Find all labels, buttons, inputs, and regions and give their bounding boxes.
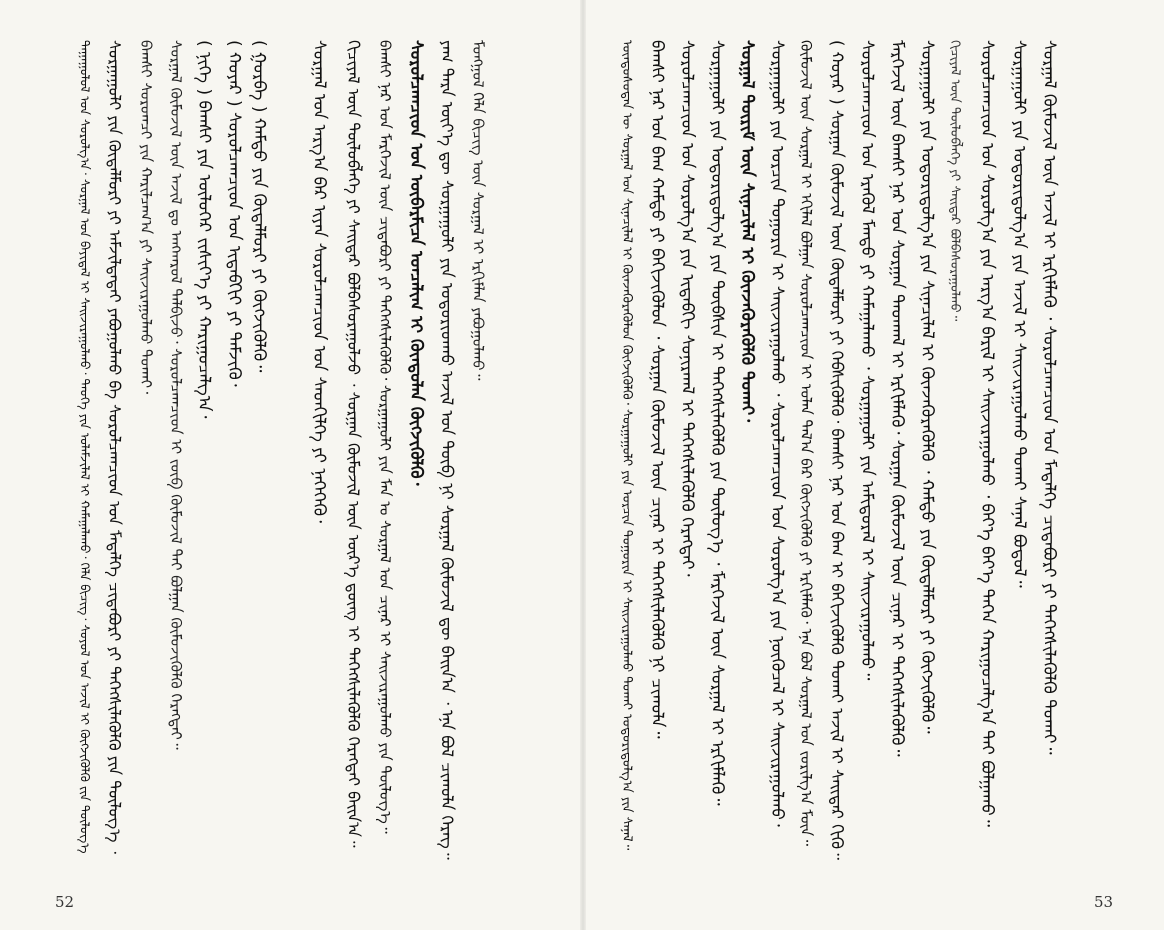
- left-col-10: ᠪᠠᠭᠰᠢ ᠨᠠᠷ ᠤᠨ ᠮᠡᠷᠭᠡᠵᠢᠯ ᠦᠨ ᠴᠢᠳᠠᠪᠤᠷᠢ ᠶᠢ ᠳᠡᠭᠡᠭᠰᠢᠯᠡᠭᠦᠯᠬᠦ᠂ ᠰᠤᠷᠭᠠᠭᠤᠯᠢ ᠶᠢᠨ ᠮᠠᠨ ᠤ ᠰᠤᠷᠭᠠᠯ ᠤᠨ ᠴᠢᠨᠠᠷ ᠢ ᠰᠠᠢᠵᠢᠷᠠᠭᠤᠯᠬᠤ ᠶᠢᠨ ᠲᠥᠯᠦᠭ᠎ᠡ᠃: [376, 40, 394, 834]
- right-col-6: ᠰᠤᠷᠭᠠᠭᠤᠯᠢ ᠶᠢᠨ ᠣᠷᠴᠢᠨ ᠲᠣᠭᠣᠷᠢᠨ ᠢ ᠰᠠᠢᠵᠢᠷᠠᠭᠤᠯᠬᠤ ᠂ ᠰᠤᠷᠤᠯᠴᠠᠭᠴᠢᠳ ᠤᠨ ᠰᠤᠷᠤᠯᠭ᠎ᠠ ᠶᠢᠨ ᠨᠥᠬᠦᠴᠡᠯ ᠢ ᠰᠠᠢᠵᠢᠷᠠᠭᠤᠯᠬᠤ᠂: [767, 40, 787, 827]
- left-col-3: ᠪᠠᠭᠰᠢ ᠰᠤᠷᠤᠭᠴᠢ ᠶᠢᠨ ᠬᠠᠷᠢᠯᠴᠠᠭ᠎ᠠ ᠶᠢ ᠰᠠᠢᠵᠢᠷᠠᠭᠤᠯᠬᠤ ᠲᠤᠬᠠᠢ᠂: [137, 40, 155, 395]
- right-col-11: ᠰᠤᠷᠭᠠᠭᠤᠯᠢ ᠶᠢᠨ ᠤᠳᠤᠷᠢᠳᠤᠯᠭ᠎ᠠ ᠶᠢᠨ ᠰᠢᠨᠡᠴᠢᠯᠡᠯ ᠢ ᠭᠦᠨᠵᠡᠭᠦᠷᠡᠭᠦᠯᠬᠦ ᠂ ᠬᠠᠮᠲᠤ ᠶᠢᠨ ᠬᠥᠳᠡᠯᠮᠦᠷᠢ ᠶᠢ ᠬᠥᠭᠵᠢᠭᠦᠯᠬᠦ᠃: [917, 40, 937, 734]
- left-col-4: ᠰᠤᠷᠭᠠᠯ ᠬᠦᠮᠦᠵᠢᠯ ᠦᠨ ᠠᠵᠢᠯ ᠳᠤ ᠠᠩᠬᠠᠷᠤᠯ ᠲᠠᠯᠪᠢᠵᠤ᠂ ᠰᠤᠷᠤᠯᠴᠠᠭᠴᠢᠳ ᠢ ᠵᠥᠪ ᠬᠦᠮᠦᠵᠢᠯ ᠲᠡᠢ ᠪᠣᠯᠭᠠᠨ ᠬᠥᠮᠦᠵᠢᠭᠦᠯᠬᠦ ᠬᠡᠷᠡᠭᠲᠡᠢ᠃: [167, 40, 185, 750]
- left-col-5: ( ᠨᠢᠭᠡ ) ᠪᠠᠭᠰᠢ ᠶᠢᠨ ᠦᠯᠦᠭᠡᠷ ᠵᠢᠱᠢᠶ᠎ᠡ ᠶᠢ ᠬᠠᠷᠢᠭᠤᠴᠠᠯᠭ᠎ᠠ᠂: [194, 40, 214, 419]
- left-col-9: ᠬᠢᠴᠢᠶᠡᠯ ᠦᠨ ᠲᠥᠯᠦᠪᠯᠡᠭᠡ ᠶᠢ ᠰᠠᠢᠲᠠᠷ ᠪᠣᠯᠪᠠᠰᠤᠷᠠᠭᠤᠯᠵᠤ ᠂ ᠰᠤᠷᠭᠠᠨ ᠬᠥᠮᠦᠵᠢᠯ ᠦᠨ ᠦᠷ᠎ᠡ ᠳ᠋ᠦᠩ ᠢ ᠳᠡᠭᠡᠭᠰᠢᠯᠡᠭᠦᠯᠬᠦ ᠬᠡᠷᠡᠭᠲᠡᠢ ᠪᠠᠢᠨ᠎ᠠ᠃: [344, 40, 363, 848]
- left-col-7: ( ᠭᠤᠷᠪᠠ ) ᠬᠠᠮᠲᠤ ᠶᠢᠨ ᠬᠥᠳᠡᠯᠮᠦᠷᠢ ᠶᠢ ᠬᠥᠭᠵᠢᠭᠦᠯᠬᠦ᠃: [249, 40, 269, 373]
- right-col-10: ᠮᠡᠷᠭᠡᠵᠢᠯ ᠦᠨ ᠪᠠᠭᠰᠢ ᠨᠠᠷ ᠤᠨ ᠰᠤᠷᠭᠠᠨ ᠳᠠᠳᠬᠠᠯ ᠢ ᠡᠷᠬᠢᠮᠯᠡᠬᠦ᠂ ᠰᠤᠷᠭᠠᠨ ᠬᠥᠮᠦᠵᠢᠯ ᠦᠨ ᠴᠢᠨᠠᠷ ᠢ ᠳᠡᠭᠡᠭᠰᠢᠯᠡᠭᠦᠯᠬᠦ᠃: [887, 40, 907, 757]
- left-col-2: ᠰᠤᠷᠭᠠᠭᠤᠯᠢ ᠶᠢᠨ ᠬᠥᠳᠡᠯᠮᠦᠷᠢ ᠶᠢ ᠠᠮᠵᠢᠯᠲᠠᠲᠠᠢ ᠶᠠᠪᠤᠭᠤᠯᠬᠤ ᠪᠠ ᠰᠤᠷᠤᠯᠴᠠᠭᠴᠢᠳ ᠤᠨ ᠮᠡᠳᠡᠯᠭᠡ ᠴᠢᠳᠠᠪᠤᠷᠢ ᠶᠢ ᠳᠡᠭᠡᠭᠰᠢᠯᠡᠭᠦᠯᠬᠦ ᠶᠢᠨ ᠲᠥᠯᠦᠭ᠎ᠡ ᠂: [105, 40, 124, 854]
- right-col-12: ᠬᠢᠴᠢᠶᠡᠯ ᠦᠨ ᠲᠥᠯᠦᠪᠯᠡᠭᠡ ᠶᠢ ᠰᠠᠢᠲᠠᠷ ᠪᠣᠯᠪᠠᠰᠤᠷᠠᠭᠤᠯᠬᠤ᠃: [947, 40, 962, 322]
- page-number-right: 53: [1094, 893, 1114, 911]
- left-col-8: ᠰᠤᠷᠭᠠᠯ ᠤᠨ ᠠᠷᠭ᠎ᠠ ᠪᠠᠷ ᠢᠶᠠᠨ ᠰᠤᠷᠤᠯᠴᠠᠭᠴᠢᠳ ᠤᠨ ᠰᠡᠳᠬᠢᠯᠭᠡ ᠶᠢ ᠨᠡᠭᠡᠭᠡᠬᠦ᠂: [309, 40, 329, 523]
- right-col-4: ᠰᠤᠷᠭᠠᠭᠤᠯᠢ ᠶᠢᠨ ᠤᠳᠤᠷᠢᠳᠤᠯᠭ᠎ᠠ ᠶᠢᠨ ᠲᠦᠪᠰᠢᠨ ᠢ ᠳᠡᠭᠡᠭᠰᠢᠯᠡᠭᠦᠯᠬᠦ ᠶᠢᠨ ᠲᠥᠯᠦᠭ᠎ᠡ ᠂ ᠮᠡᠷᠭᠡᠵᠢᠯ ᠦᠨ ᠰᠤᠷᠭᠠᠯ ᠢ ᠡᠷᠬᠢᠮᠯᠡᠬᠦ᠃: [707, 40, 727, 806]
- right-col-5: ᠰᠤᠷᠭᠠᠯ ᠲᠦᠷᠢᠮ ᠦᠨ ᠰᠢᠨᠡᠴᠢᠯᠡᠯ ᠢ ᠭᠦᠨᠵᠡᠭᠦᠷᠡᠭᠦᠯᠬᠦ ᠲᠤᠬᠠᠢ᠂: [737, 40, 757, 423]
- right-col-1: ᠦᠨᠳᠦᠰᠦᠲᠡᠨ ᠦ ᠰᠤᠷᠭᠠᠯ ᠤᠨ ᠰᠢᠨᠡᠴᠢᠯᠡᠯ ᠢ ᠭᠦᠨᠵᠡᠭᠦᠷᠡᠭᠦᠯᠦᠨ ᠬᠥᠭᠵᠢᠭᠦᠯᠬᠦ᠂ ᠰᠤᠷᠭᠠᠭᠤᠯᠢ ᠶᠢᠨ ᠣᠷᠴᠢᠨ ᠲᠣᠭᠣᠷᠢᠨ ᠢ ᠰᠠᠢᠵᠢᠷᠠᠭᠤᠯᠬᠤ ᠲᠤᠬᠠᠢ ᠤᠳᠤᠷᠢᠳᠤᠯᠭ᠎ᠠ ᠶᠢᠨ ᠰᠠᠨᠠᠯ᠃: [619, 40, 634, 851]
- page-gutter: [580, 0, 586, 930]
- right-col-15: ᠰᠤᠷᠭᠠᠯ ᠬᠦᠮᠦᠵᠢᠯ ᠦᠨ ᠠᠵᠢᠯ ᠢ ᠡᠷᠬᠢᠮᠯᠡᠬᠦ ᠂ ᠰᠤᠷᠤᠯᠴᠠᠭᠴᠢᠳ ᠤᠨ ᠮᠡᠳᠡᠯᠭᠡ ᠴᠢᠳᠠᠪᠤᠷᠢ ᠶᠢ ᠳᠡᠭᠡᠭᠰᠢᠯᠡᠭᠦᠯᠬᠦ ᠲᠤᠬᠠᠢ᠃: [1039, 40, 1059, 755]
- right-col-9: ᠰᠤᠷᠤᠯᠴᠠᠭᠴᠢᠳ ᠤᠨ ᠡᠷᠡᠭᠦᠯ ᠮᠡᠨᠳᠦ ᠶᠢ ᠬᠠᠮᠠᠭᠠᠯᠠᠬᠤ ᠂ ᠰᠤᠷᠭᠠᠭᠤᠯᠢ ᠶᠢᠨ ᠠᠮᠢᠳᠤᠷᠠᠯ ᠢ ᠰᠠᠢᠵᠢᠷᠠᠭᠤᠯᠬᠤ᠃: [857, 40, 877, 681]
- left-col-11: ᠰᠤᠷᠤᠯᠴᠠᠭᠴᠢᠳ ᠤᠨ ᠥᠪᠡᠷᠮᠢᠴᠡ ᠣᠨᠴᠠᠯᠢᠭ ᠢ ᠬᠦᠨᠳᠦᠯᠡᠨ ᠬᠥᠭᠵᠢᠭᠦᠯᠬᠦ᠂: [406, 40, 426, 486]
- right-col-8: ( ᠬᠣᠶᠠᠷ ) ᠰᠤᠷᠭᠠᠨ ᠬᠥᠮᠦᠵᠢᠯ ᠦᠨ ᠬᠥᠳᠡᠯᠮᠦᠷᠢ ᠶᠢ ᠬᠡᠪᠰᠢᠭᠦᠯᠬᠦ᠂ ᠪᠠᠭᠰᠢ ᠨᠠᠷ ᠤᠨ ᠪᠠᠭ ᠢ ᠪᠡᠬᠢᠵᠢᠭᠦᠯᠬᠦ ᠲᠤᠬᠠᠢ ᠠᠵᠢᠯ ᠢ ᠰᠠᠢᠲᠠᠷ ᠬᠢᠬᠦ᠃: [827, 40, 847, 860]
- right-col-13: ᠰᠤᠷᠤᠯᠴᠠᠭᠴᠢᠳ ᠤᠨ ᠰᠤᠷᠤᠯᠭ᠎ᠠ ᠶᠢᠨ ᠠᠷᠭ᠎ᠠ ᠪᠠᠷᠢᠯ ᠢ ᠰᠠᠢᠵᠢᠷᠠᠭᠤᠯᠬᠤ ᠂ ᠪᠡᠶ᠎ᠡ ᠪᠡᠶ᠎ᠡ ᠳᠡᠭᠡᠨ ᠬᠠᠷᠢᠭᠤᠴᠠᠯᠭ᠎ᠠ ᠲᠡᠢ ᠪᠣᠯᠭᠠᠬᠤ᠃: [977, 40, 997, 827]
- right-col-2: ᠪᠠᠭᠰᠢ ᠨᠠᠷ ᠤᠨ ᠪᠠᠭ ᠬᠠᠮᠲᠤ ᠶᠢ ᠪᠡᠬᠢᠵᠢᠭᠦᠯᠦᠨ ᠂ ᠰᠤᠷᠭᠠᠨ ᠬᠥᠮᠦᠵᠢᠯ ᠦᠨ ᠴᠢᠨᠠᠷ ᠢ ᠳᠡᠭᠡᠭᠰᠢᠯᠡᠭᠦᠯᠬᠦ ᠨᠢ ᠴᠢᠬᠤᠯᠠ᠃: [647, 40, 667, 739]
- right-col-7: ᠬᠦᠮᠦᠵᠢᠯ ᠦᠨ ᠰᠤᠷᠭᠠᠯ ᠢ ᠡᠬᠢᠯᠡᠯ ᠪᠣᠯᠭᠠᠨ ᠰᠤᠷᠤᠯᠴᠠᠭᠴᠢᠳ ᠢ ᠣᠯᠠᠨ ᠲᠠᠯ᠎ᠠ ᠪᠠᠷ ᠬᠥᠭᠵᠢᠭᠦᠯᠬᠦ ᠶᠢ ᠡᠷᠬᠢᠮᠯᠡᠬᠦ᠂ ᠡᠨᠡ ᠪᠣᠯ ᠰᠤᠷᠭᠠᠯ ᠤᠨ ᠵᠣᠷᠢᠯᠭ᠎ᠠ ᠮᠥᠨ᠃: [797, 40, 815, 846]
- right-col-3: ᠰᠤᠷᠤᠯᠴᠠᠭᠴᠢᠳ ᠤᠨ ᠰᠤᠷᠤᠯᠭ᠎ᠠ ᠶᠢᠨ ᠢᠳᠡᠪᠬᠢ ᠰᠣᠨᠢᠷᠬᠠᠯ ᠢ ᠳᠡᠭᠡᠭᠰᠢᠯᠡᠭᠦᠯᠬᠦ ᠬᠡᠷᠡᠭᠲᠡᠢ᠂: [677, 40, 697, 577]
- left-col-13: ᠮᠣᠩᠭᠣᠯ ᠬᠡᠯᠡ ᠪᠢᠴᠢᠭ ᠦᠨ ᠰᠤᠷᠭᠠᠯ ᠢ ᠡᠷᠬᠢᠮᠯᠡᠨ ᠶᠠᠪᠤᠭᠤᠯᠬᠤ᠃: [469, 40, 487, 381]
- page-number-left: 52: [55, 893, 75, 911]
- right-col-14: ᠰᠤᠷᠭᠠᠭᠤᠯᠢ ᠶᠢᠨ ᠤᠳᠤᠷᠢᠳᠤᠯᠭ᠎ᠠ ᠶᠢᠨ ᠠᠵᠢᠯ ᠢ ᠰᠠᠢᠵᠢᠷᠠᠭᠤᠯᠬᠤ ᠲᠤᠬᠠᠢ ᠰᠠᠨᠠᠯ ᠪᠣᠳᠤᠯ᠃: [1009, 40, 1029, 588]
- left-col-12: ᠶᠠᠭ ᠲᠡᠷᠡ ᠦᠶ᠎ᠡ ᠳᠦ ᠰᠤᠷᠭᠠᠭᠤᠯᠢ ᠶᠢᠨ ᠤᠳᠤᠷᠢᠳᠬᠤ ᠠᠵᠢᠯ ᠤᠨ ᠲᠥᠪ ᠨᠢ ᠰᠤᠷᠭᠠᠯ ᠬᠦᠮᠦᠵᠢᠯ ᠳᠦ ᠪᠠᠢᠨ᠎ᠠ ᠂ ᠡᠨᠡ ᠪᠣᠯ ᠴᠢᠬᠤᠯᠠ ᠬᠡᠷᠡᠭ᠃: [437, 40, 457, 860]
- left-col-6: ( ᠬᠣᠶᠠᠷ ) ᠰᠤᠷᠤᠯᠴᠠᠭᠴᠢᠳ ᠤᠨ ᠢᠳᠡᠪᠬᠢᠢ ᠶᠢ ᠳᠡᠮᠵᠢᠬᠦ᠂: [224, 40, 244, 387]
- left-col-1: ᠳᠠᠭᠠᠭᠤᠯᠤᠯ ᠤᠨ ᠰᠤᠷᠤᠯᠭ᠎ᠠ᠂ ᠰᠤᠷᠭᠠᠯ ᠤᠨ ᠪᠠᠶᠢᠳᠠᠯ ᠢ ᠰᠠᠢᠵᠢᠷᠠᠭᠤᠯᠬᠤ᠂ ᠲᠡᠦᠬᠡ ᠶᠢᠨ ᠤᠯᠠᠮᠵᠢᠯᠠᠯ ᠢ ᠬᠠᠮᠠᠭᠠᠯᠠᠬᠤ᠂ ᠬᠡᠯᠡ ᠪᠢᠴᠢᠭ᠂ ᠰᠣᠶᠤᠯ ᠤᠨ ᠠᠵᠢᠯ ᠢ ᠬᠥᠭᠵᠢᠭᠦᠯᠬᠦ ᠵᠢᠨ ᠲᠥᠯᠦᠭ᠎ᠡ: [77, 40, 93, 854]
